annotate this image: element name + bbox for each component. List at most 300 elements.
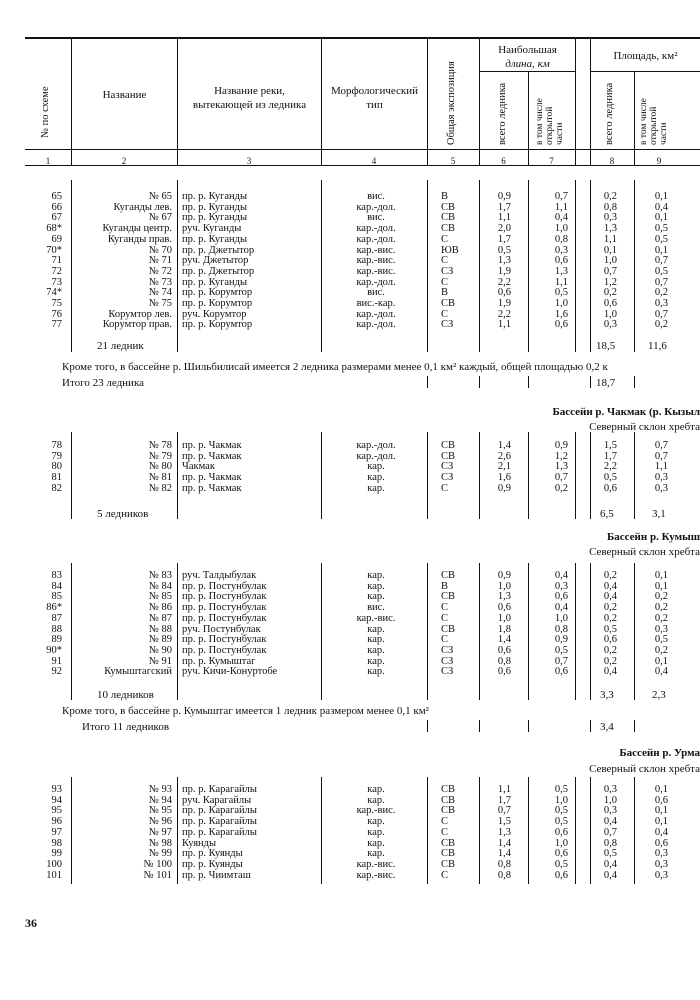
table-row xyxy=(0,235,700,246)
glacier-name: № 94 xyxy=(148,794,172,806)
header-group-area: Площадь, км² xyxy=(613,50,678,62)
glacier-name: № 84 xyxy=(148,580,172,592)
total-area: 0,2 xyxy=(603,644,617,656)
exposition: СВ xyxy=(441,784,456,795)
river-name: руч. Корумтор xyxy=(182,308,247,320)
river-name: руч. Джетытор xyxy=(182,255,249,267)
glacier-name: № 73 xyxy=(148,276,172,288)
morphological-type: кар.-вис. xyxy=(356,265,396,277)
morphological-type: кар. xyxy=(367,666,385,678)
river-name: пр. р. Джетытор xyxy=(182,244,255,256)
total-length: 0,6 xyxy=(497,602,511,614)
exposition: СВ xyxy=(441,623,456,635)
morphological-type: кар.-дол. xyxy=(356,201,396,213)
total-area: 0,4 xyxy=(603,580,617,592)
open-area: 0,2 xyxy=(654,591,668,603)
glacier-name: № 101 xyxy=(143,869,172,881)
total-length: 1,3 xyxy=(497,826,511,838)
total-area: 0,5 xyxy=(603,848,617,860)
open-length: 0,5 xyxy=(554,784,568,795)
total-separator xyxy=(479,720,480,732)
open-length: 0,9 xyxy=(554,440,568,451)
total-separator xyxy=(590,720,591,732)
column-number: 2 xyxy=(121,156,127,166)
exposition: СВ xyxy=(441,201,456,213)
glacier-name: № 72 xyxy=(148,265,172,277)
total-area: 1,0 xyxy=(603,308,617,320)
table-row xyxy=(0,267,700,278)
column-number: 9 xyxy=(656,156,662,166)
open-length: 0,4 xyxy=(554,602,568,614)
open-length: 1,1 xyxy=(554,201,568,213)
row-number: 79 xyxy=(51,450,62,462)
table-row xyxy=(0,246,700,257)
table-row xyxy=(0,484,700,495)
total-area: 0,2 xyxy=(603,612,617,624)
glacier-name: Куганды лев. xyxy=(113,201,172,213)
row-number: 101 xyxy=(46,869,62,881)
glacier-name: № 80 xyxy=(148,461,172,473)
exposition: СВ xyxy=(441,858,456,870)
footnote: Кроме того, в бассейне р. Кумыштаг имеется 1 ледник размером менее 0,1 км² xyxy=(62,705,429,717)
exposition: СВ xyxy=(441,805,456,817)
glacier-name: Корумтор прав. xyxy=(102,319,172,331)
total-length: 1,7 xyxy=(497,233,511,245)
subtotal-open-area: 11,6 xyxy=(648,340,667,352)
open-area: 0,2 xyxy=(654,612,668,624)
table-row xyxy=(0,441,700,452)
river-name: пр. р. Куганды xyxy=(182,212,248,224)
morphological-type: кар.-вис. xyxy=(356,255,396,267)
column-number: 3 xyxy=(246,156,252,166)
river-name: пр. р. Карагайлы xyxy=(182,816,257,828)
total-length: 1,4 xyxy=(497,848,511,860)
table-row xyxy=(0,473,700,484)
morphological-type: кар.-дол. xyxy=(356,233,396,245)
table-row xyxy=(0,299,700,310)
total-length: 1,0 xyxy=(497,612,511,624)
total-area: 0,8 xyxy=(603,201,617,213)
total-length: 1,6 xyxy=(497,472,511,484)
exposition: СВ xyxy=(441,212,456,224)
glacier-name: № 75 xyxy=(148,298,172,309)
glacier-name: Куганды центр. xyxy=(102,223,172,235)
total-length: 0,9 xyxy=(497,191,511,202)
open-area: 0,5 xyxy=(654,223,668,235)
total-area: 0,6 xyxy=(603,634,617,646)
glacier-name: № 99 xyxy=(148,848,172,860)
exposition: С xyxy=(441,308,449,320)
open-length: 0,6 xyxy=(554,848,568,860)
glacier-name: Кумыштагский xyxy=(104,666,172,678)
table-row xyxy=(0,817,700,828)
exposition: С xyxy=(441,869,449,881)
open-length: 0,5 xyxy=(554,644,568,656)
exposition: С xyxy=(441,602,449,614)
column-number: 7 xyxy=(549,156,554,166)
header-col-exposition: Общая экспозиция xyxy=(446,61,457,145)
total-area: 1,0 xyxy=(603,255,617,267)
total-length: 1,7 xyxy=(497,201,511,213)
column-number: 1 xyxy=(45,156,51,166)
morphological-type: кар. xyxy=(367,580,385,592)
morphological-type: кар.-вис. xyxy=(356,244,396,256)
subtotal-label: 21 ледник xyxy=(97,340,144,352)
river-name: пр. р. Кумыштаг xyxy=(182,655,256,667)
river-name: руч. Куганды xyxy=(182,223,242,235)
river-name: пр. р. Куганды xyxy=(182,191,248,202)
open-area: 0,5 xyxy=(654,634,668,646)
morphological-type: кар.-дол. xyxy=(356,440,396,451)
table-row xyxy=(0,806,700,817)
header-col-type-line2: тип xyxy=(366,98,383,111)
header-col-length-open-line2: открытой xyxy=(544,106,555,145)
open-length: 0,4 xyxy=(554,212,568,224)
total-area: 0,3 xyxy=(603,212,617,224)
river-name: пр. р. Куганды xyxy=(182,233,248,245)
table-row xyxy=(0,614,700,625)
table-row xyxy=(0,667,700,678)
open-area: 0,3 xyxy=(654,623,668,635)
subtotal-area: 3,3 xyxy=(600,689,614,701)
header-col-area-open-line3: части xyxy=(658,122,669,145)
row-number: 82 xyxy=(51,482,62,494)
open-area: 0,4 xyxy=(654,826,668,838)
river-name: пр. р. Постунбулак xyxy=(182,612,267,624)
open-length: 0,6 xyxy=(554,255,568,267)
open-area: 0,3 xyxy=(654,869,668,881)
total-length: 1,1 xyxy=(497,784,511,795)
subtotal-area: 18,5 xyxy=(596,340,616,352)
total-length: 0,6 xyxy=(497,644,511,656)
total-length: 1,0 xyxy=(497,580,511,592)
total-area: 0,3 xyxy=(603,784,617,795)
column-number: 6 xyxy=(501,156,506,166)
exposition: СЗ xyxy=(441,461,454,473)
river-name: пр. р. Постунбулак xyxy=(182,644,267,656)
header-col-length-total: всего ледника xyxy=(497,82,508,145)
total-area: 0,4 xyxy=(603,816,617,828)
glacier-name: № 97 xyxy=(148,826,172,838)
exposition: СВ xyxy=(441,794,456,806)
header-col-area-open-line2: открытой xyxy=(648,106,659,145)
exposition: СЗ xyxy=(441,655,454,667)
header-group-rule-area xyxy=(590,71,700,72)
row-number: 77 xyxy=(51,319,62,331)
total-length: 1,1 xyxy=(497,212,511,224)
row-number: 75 xyxy=(51,298,62,309)
header-divider xyxy=(427,38,428,165)
open-length: 0,9 xyxy=(554,634,568,646)
morphological-type: кар. xyxy=(367,816,385,828)
row-number: 74* xyxy=(46,287,62,299)
glacier-name: № 81 xyxy=(148,472,172,484)
glacier-name: № 98 xyxy=(148,837,172,849)
morphological-type: кар. xyxy=(367,482,385,494)
table-row xyxy=(0,571,700,582)
glacier-name: № 74 xyxy=(148,287,172,299)
river-name: руч. Постунбулак xyxy=(182,623,261,635)
open-area: 0,3 xyxy=(654,298,668,309)
open-area: 0,1 xyxy=(654,570,668,581)
total-length: 1,8 xyxy=(497,623,511,635)
exposition: СВ xyxy=(441,848,456,860)
river-name: пр. р. Постунбулак xyxy=(182,634,267,646)
open-length: 0,5 xyxy=(554,858,568,870)
row-number: 85 xyxy=(51,591,62,603)
row-number: 67 xyxy=(51,212,62,224)
table-row xyxy=(0,871,700,882)
total-length: 0,6 xyxy=(497,666,511,678)
header-col-area-total: всего ледника xyxy=(604,82,615,145)
total-length: 0,8 xyxy=(497,858,511,870)
river-name: пр. р. Чакмак xyxy=(182,450,242,462)
section-subtitle: Северный склон хребта xyxy=(589,763,700,775)
open-area: 0,5 xyxy=(654,265,668,277)
table-row xyxy=(0,625,700,636)
header-col-area-open-line1: в том числе xyxy=(639,98,649,145)
glacier-name: № 89 xyxy=(148,634,172,646)
column-number: 5 xyxy=(450,156,456,166)
open-length: 0,5 xyxy=(554,816,568,828)
open-area: 0,5 xyxy=(654,233,668,245)
open-length: 0,5 xyxy=(554,805,568,817)
table-row xyxy=(0,839,700,850)
exposition: СЗ xyxy=(441,265,454,277)
row-number: 95 xyxy=(51,805,62,817)
open-area: 0,4 xyxy=(654,201,668,213)
morphological-type: кар. xyxy=(367,461,385,473)
header-col-river-line2: вытекающей из ледника xyxy=(192,98,307,111)
header-col-number: № по схеме xyxy=(40,86,51,138)
table-row xyxy=(0,256,700,267)
total-length: 2,1 xyxy=(497,461,511,473)
open-area: 0,1 xyxy=(654,191,668,202)
column-number: 8 xyxy=(609,156,615,166)
section-subtitle: Северный склон хребта xyxy=(589,546,700,558)
open-length: 1,0 xyxy=(554,612,568,624)
section-title: Бассейн р. Чакмак (р. Кызыл xyxy=(552,406,700,418)
open-area: 0,3 xyxy=(654,848,668,860)
row-number: 80 xyxy=(51,461,62,473)
total-length: 0,5 xyxy=(497,244,511,256)
header-col-river-line1: Название реки, xyxy=(214,85,285,97)
page-number: 36 xyxy=(25,916,37,930)
open-area: 0,1 xyxy=(654,655,668,667)
open-area: 0,1 xyxy=(654,244,668,256)
section-title: Бассейн р. Урма xyxy=(619,747,700,759)
morphological-type: кар.-вис. xyxy=(356,805,396,817)
row-number: 100 xyxy=(46,858,62,870)
total-area: 0,4 xyxy=(603,591,617,603)
exposition: СВ xyxy=(441,298,456,309)
total-separator xyxy=(528,376,529,388)
morphological-type: кар. xyxy=(367,655,385,667)
table-row xyxy=(0,192,700,203)
exposition: ЮВ xyxy=(441,244,459,256)
total-area: 1,1 xyxy=(603,233,617,245)
morphological-type: вис. xyxy=(367,191,385,202)
exposition: С xyxy=(441,634,449,646)
table-row xyxy=(0,635,700,646)
total-length: 1,1 xyxy=(497,319,511,331)
open-area: 0,1 xyxy=(654,212,668,224)
row-number: 76 xyxy=(51,308,62,320)
row-number: 70* xyxy=(46,244,62,256)
row-number: 94 xyxy=(51,794,62,806)
open-area: 0,7 xyxy=(654,440,668,451)
river-name: пр. р. Карагайлы xyxy=(182,784,257,795)
open-length: 0,6 xyxy=(554,666,568,678)
exposition: СВ xyxy=(441,450,456,462)
total-area: 1,0 xyxy=(603,794,617,806)
total-separator xyxy=(634,376,635,388)
total-length: 0,8 xyxy=(497,869,511,881)
open-length: 0,6 xyxy=(554,591,568,603)
total-area: 0,3 xyxy=(603,805,617,817)
header-divider xyxy=(528,71,529,165)
total-length: 1,4 xyxy=(497,440,511,451)
exposition: СЗ xyxy=(441,319,454,331)
total-area: 0,2 xyxy=(603,602,617,614)
footnote: Кроме того, в бассейне р. Шильбилисай имеется 2 ледника размерами менее 0,1 км² каждый, общей площадью 0,2 к xyxy=(62,361,608,373)
open-area: 1,1 xyxy=(654,461,668,473)
morphological-type: кар. xyxy=(367,472,385,484)
total-area: 0,3 xyxy=(603,319,617,331)
total-area: 0,2 xyxy=(603,191,617,202)
table-row xyxy=(0,785,700,796)
total-area: 0,6 xyxy=(603,482,617,494)
header-group-length xyxy=(480,44,575,72)
row-number: 84 xyxy=(51,580,62,592)
river-name: пр. р. Куянды xyxy=(182,848,243,860)
river-name: пр. р. Постунбулак xyxy=(182,602,267,614)
morphological-type: кар. xyxy=(367,794,385,806)
total-separator xyxy=(528,720,529,732)
open-area: 0,1 xyxy=(654,805,668,817)
total-area: 18,7 xyxy=(596,377,616,389)
total-separator xyxy=(427,376,428,388)
exposition: СВ xyxy=(441,440,456,451)
glacier-name: Куганды прав. xyxy=(107,233,172,245)
river-name: руч. Карагайлы xyxy=(182,794,252,806)
open-area: 0,1 xyxy=(654,816,668,828)
total-length: 1,9 xyxy=(497,265,511,277)
open-length: 0,8 xyxy=(554,233,568,245)
morphological-type: вис.-кар. xyxy=(356,298,396,309)
total-length: 0,8 xyxy=(497,655,511,667)
total-label: Итого 23 ледника xyxy=(62,377,145,389)
row-number: 69 xyxy=(51,233,62,245)
exposition: С xyxy=(441,482,449,494)
glacier-name: № 65 xyxy=(148,191,172,202)
row-number: 87 xyxy=(51,612,62,624)
river-name: пр. р. Куянды xyxy=(182,858,243,870)
open-area: 0,6 xyxy=(654,837,668,849)
open-area: 0,2 xyxy=(654,287,668,299)
total-area: 1,7 xyxy=(603,450,617,462)
table-row xyxy=(0,582,700,593)
total-length: 1,9 xyxy=(497,298,511,309)
river-name: пр. р. Корумтор xyxy=(182,287,253,299)
open-length: 0,7 xyxy=(554,472,568,484)
subtotal-label: 5 ледников xyxy=(97,508,149,520)
open-length: 0,3 xyxy=(554,244,568,256)
open-area: 0,7 xyxy=(654,276,668,288)
river-name: руч. Талдыбулак xyxy=(182,570,257,581)
open-area: 0,6 xyxy=(654,794,668,806)
subtotal-label: 10 ледников xyxy=(97,689,154,701)
glacier-name: № 71 xyxy=(148,255,172,267)
open-length: 1,0 xyxy=(554,837,568,849)
open-length: 0,3 xyxy=(554,580,568,592)
total-length: 2,0 xyxy=(497,223,511,235)
total-area: 0,6 xyxy=(603,298,617,309)
header-col-river xyxy=(178,85,321,113)
exposition: С xyxy=(441,816,449,828)
open-length: 0,7 xyxy=(554,655,568,667)
total-length: 2,2 xyxy=(497,276,511,288)
header-divider xyxy=(634,71,635,165)
open-area: 0,2 xyxy=(654,319,668,331)
exposition: С xyxy=(441,255,449,267)
open-length: 0,4 xyxy=(554,570,568,581)
table-row xyxy=(0,796,700,807)
total-area: 0,4 xyxy=(603,666,617,678)
open-length: 1,3 xyxy=(554,461,568,473)
row-number: 68* xyxy=(46,223,62,235)
table-row xyxy=(0,278,700,289)
river-name: Чакмак xyxy=(182,461,215,473)
open-area: 0,1 xyxy=(654,784,668,795)
table-row xyxy=(0,849,700,860)
morphological-type: кар. xyxy=(367,784,385,795)
table-row xyxy=(0,462,700,473)
row-number: 97 xyxy=(51,826,62,838)
total-label: Итого 11 ледников xyxy=(82,721,170,733)
total-area: 0,5 xyxy=(603,623,617,635)
exposition: С xyxy=(441,612,449,624)
total-separator xyxy=(427,720,428,732)
open-length: 0,6 xyxy=(554,869,568,881)
open-area: 0,2 xyxy=(654,602,668,614)
glacier-name: № 78 xyxy=(148,440,172,451)
total-area: 0,2 xyxy=(603,287,617,299)
river-name: пр. р. Куганды xyxy=(182,276,248,288)
glacier-name: № 85 xyxy=(148,591,172,603)
exposition: В xyxy=(441,580,449,592)
total-separator xyxy=(479,376,480,388)
river-name: пр. р. Корумтор xyxy=(182,298,253,309)
total-area: 0,8 xyxy=(603,837,617,849)
morphological-type: кар. xyxy=(367,623,385,635)
open-area: 0,2 xyxy=(654,644,668,656)
open-length: 1,1 xyxy=(554,276,568,288)
table-row xyxy=(0,828,700,839)
row-number: 72 xyxy=(51,265,62,277)
exposition: СВ xyxy=(441,223,456,235)
header-col-type-line1: Морфологический xyxy=(330,85,419,97)
table-row xyxy=(0,203,700,214)
exposition: СВ xyxy=(441,837,456,849)
glacier-name: № 95 xyxy=(148,805,172,817)
total-length: 1,4 xyxy=(497,634,511,646)
total-area: 0,1 xyxy=(603,244,617,256)
row-number: 78 xyxy=(51,440,62,451)
total-length: 0,7 xyxy=(497,805,511,817)
morphological-type: кар.-вис. xyxy=(356,858,396,870)
open-length: 1,6 xyxy=(554,308,568,320)
